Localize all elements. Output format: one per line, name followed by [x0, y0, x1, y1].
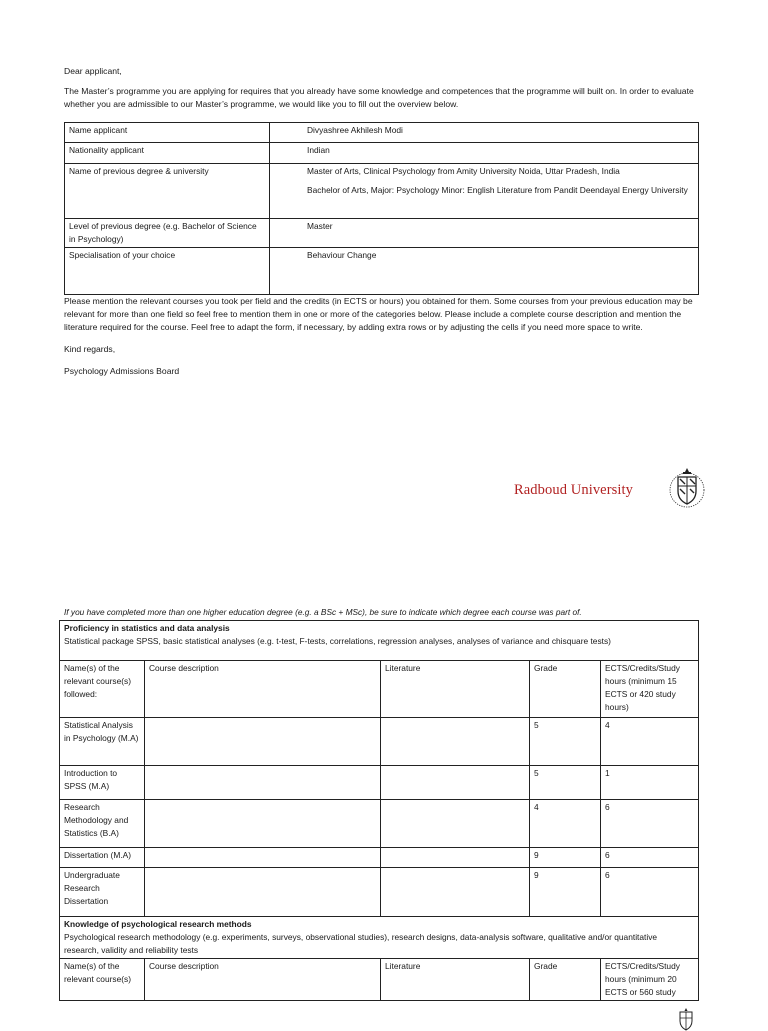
- course-grade: 9: [530, 848, 601, 868]
- name-label: Name applicant: [65, 123, 270, 143]
- col-course-description: Course description: [145, 959, 381, 1001]
- col-literature: Literature: [381, 661, 530, 718]
- name-value: Divyashree Akhilesh Modi: [270, 123, 699, 143]
- degree-note: If you have completed more than one higher education degree (e.g. a BSc + MSc), be sure to indicate which degree each course was part of.: [64, 607, 582, 617]
- intro-paragraph: The Master’s programme you are applying for requires that you already have some knowledge and competences that the programme will built on. In order to evaluate whether you are admissible to our Master’s programme, we would like you to fill out the overview below.: [64, 86, 694, 109]
- greeting: Dear applicant,: [64, 66, 122, 76]
- letter-instructions: [64, 295, 696, 387]
- course-name: Dissertation (M.A): [60, 848, 145, 868]
- section2-header: [60, 917, 699, 959]
- applicant-table: [64, 122, 699, 295]
- course-description: [145, 766, 381, 800]
- course-grade: 5: [530, 718, 601, 766]
- course-description: [145, 718, 381, 766]
- degree-value: [270, 164, 699, 219]
- course-name: Statistical Analysis in Psychology (M.A): [60, 718, 145, 766]
- level-value: Master: [270, 219, 699, 248]
- radboud-logo: [514, 466, 709, 514]
- specialisation-value: Behaviour Change: [270, 248, 699, 295]
- table-row: [60, 868, 699, 917]
- course-ects: 1: [601, 766, 699, 800]
- crest-icon: [676, 1007, 696, 1031]
- degree-label: Name of previous degree & university: [65, 164, 270, 219]
- course-description: [145, 868, 381, 917]
- closing: Kind regards,: [64, 344, 116, 354]
- course-grade: 4: [530, 800, 601, 848]
- signature: Psychology Admissions Board: [64, 366, 180, 376]
- table-row: [60, 800, 699, 848]
- section1-subtitle: Statistical package SPSS, basic statistical analyses (e.g. t-test, F-tests, correlations, regression analyses, analyses of variance and chisquare tests): [64, 636, 611, 646]
- col-course-description: Course description: [145, 661, 381, 718]
- table-row: [60, 766, 699, 800]
- course-grade: 5: [530, 766, 601, 800]
- course-literature: [381, 848, 530, 868]
- col-literature: Literature: [381, 959, 530, 1001]
- course-grade: 9: [530, 868, 601, 917]
- specialisation-label: Specialisation of your choice: [65, 248, 270, 295]
- course-ects: 6: [601, 800, 699, 848]
- course-name: Introduction to SPSS (M.A): [60, 766, 145, 800]
- col-ects: ECTS/Credits/Study hours (minimum 15 ECTS or 420 study hours): [601, 661, 699, 718]
- course-ects: 6: [601, 868, 699, 917]
- section1-header: [60, 621, 699, 661]
- nationality-label: Nationality applicant: [65, 143, 270, 164]
- col-grade: Grade: [530, 959, 601, 1001]
- logo-text: Radboud University: [514, 482, 633, 498]
- col-grade: Grade: [530, 661, 601, 718]
- course-ects: 6: [601, 848, 699, 868]
- crest-icon: [668, 466, 706, 512]
- col-course-names: Name(s) of the relevant course(s): [60, 959, 145, 1001]
- level-label: Level of previous degree (e.g. Bachelor of Science in Psychology): [65, 219, 270, 248]
- course-name: Research Methodology and Statistics (B.A): [60, 800, 145, 848]
- col-ects: ECTS/Credits/Study hours (minimum 20 ECTS or 560 study: [601, 959, 699, 1001]
- course-ects: 4: [601, 718, 699, 766]
- col-course-names: Name(s) of the relevant course(s) followed:: [60, 661, 145, 718]
- degree-value-bachelor: Bachelor of Arts, Major: Psychology Minor: English Literature from Pandit Deendayal Energy University: [307, 185, 688, 195]
- instructions-paragraph: Please mention the relevant courses you took per field and the credits (in ECTS or hours) you obtained for them. Some courses from your previous education may be relevant for more than one field so feel free to mention them in one or more of the categories below. Please include a complete course description and mention the literature required for the course. Feel free to adapt the form, if necessary, by adding extra rows or by adjusting the cells if you need more space to write.: [64, 296, 693, 332]
- section2-title: Knowledge of psychological research methods: [64, 919, 252, 929]
- course-description: [145, 800, 381, 848]
- section2-subtitle: Psychological research methodology (e.g. experiments, surveys, observational studies), research designs, data-analysis software, qualitative and/or quantitative research, validity and reliability tests: [64, 932, 658, 955]
- course-literature: [381, 800, 530, 848]
- course-literature: [381, 868, 530, 917]
- degree-value-master: Master of Arts, Clinical Psychology from Amity University Noida, Uttar Pradesh, India: [307, 166, 620, 176]
- section1-title: Proficiency in statistics and data analysis: [64, 623, 230, 633]
- courses-table: [59, 620, 699, 1001]
- course-literature: [381, 766, 530, 800]
- table-row: [60, 718, 699, 766]
- table-row: [60, 848, 699, 868]
- letter-intro: [64, 65, 704, 118]
- course-literature: [381, 718, 530, 766]
- course-description: [145, 848, 381, 868]
- course-name: Undergraduate Research Dissertation: [60, 868, 145, 917]
- nationality-value: Indian: [270, 143, 699, 164]
